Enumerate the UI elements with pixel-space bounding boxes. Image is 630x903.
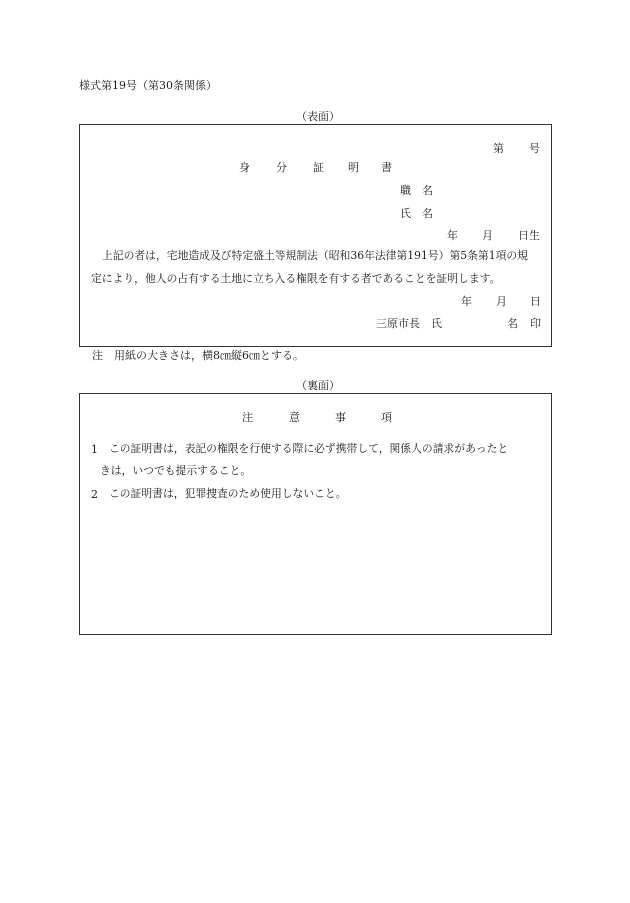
size-note: 注 用紙の大きさは，横8㎝縦6㎝とする。 xyxy=(92,349,304,362)
issue-year: 年 xyxy=(461,295,472,308)
body-line-1: 上記の者は，宅地造成及び特定盛土等規制法（昭和36年法律第191号）第5条第1項の規 xyxy=(102,249,528,262)
back-side-label: （裏面） xyxy=(296,379,340,392)
seal-name: 名 xyxy=(507,317,518,330)
title-char: 書 xyxy=(381,161,392,174)
title-char: 証 xyxy=(313,161,324,174)
item-text-line-1: この証明書は，表記の権限を行使する際に必ず携帯して，関係人の請求があったと xyxy=(109,442,509,455)
birth-day: 日生 xyxy=(518,229,540,242)
title-char: 明 xyxy=(348,161,359,174)
issue-day: 日 xyxy=(530,295,541,308)
heading-char: 注 xyxy=(242,411,253,424)
front-side-label: （表面） xyxy=(296,110,340,123)
back-card xyxy=(79,393,552,635)
seal-mark: 印 xyxy=(530,317,541,330)
birth-month: 月 xyxy=(482,229,493,242)
heading-char: 意 xyxy=(289,411,300,424)
form-label: 様式第19号（第30条関係） xyxy=(79,79,217,92)
item-text-line-1: この証明書は，犯罪捜査のため使用しないこと。 xyxy=(109,487,347,500)
item-number: 1 xyxy=(91,443,98,456)
birth-year: 年 xyxy=(447,229,458,242)
title-char: 身 xyxy=(239,161,250,174)
body-line-2: 定により，他人の占有する土地に立ち入る権限を有する者であることを証明します。 xyxy=(91,272,501,285)
title-char: 分 xyxy=(276,161,287,174)
number-prefix: 第 xyxy=(493,142,504,155)
item-text-line-2: きは，いつでも提示すること。 xyxy=(100,464,252,477)
issuer: 三原市長 氏 xyxy=(376,317,442,330)
front-card xyxy=(79,124,552,347)
heading-char: 事 xyxy=(335,411,346,424)
name-label-2: 名 xyxy=(422,207,433,220)
issue-month: 月 xyxy=(496,295,507,308)
number-suffix: 号 xyxy=(529,142,540,155)
name-label-1: 氏 xyxy=(400,207,411,220)
heading-char: 項 xyxy=(381,411,392,424)
position-label-1: 職 xyxy=(400,184,411,197)
position-label-2: 名 xyxy=(422,184,433,197)
item-number: 2 xyxy=(91,488,98,501)
